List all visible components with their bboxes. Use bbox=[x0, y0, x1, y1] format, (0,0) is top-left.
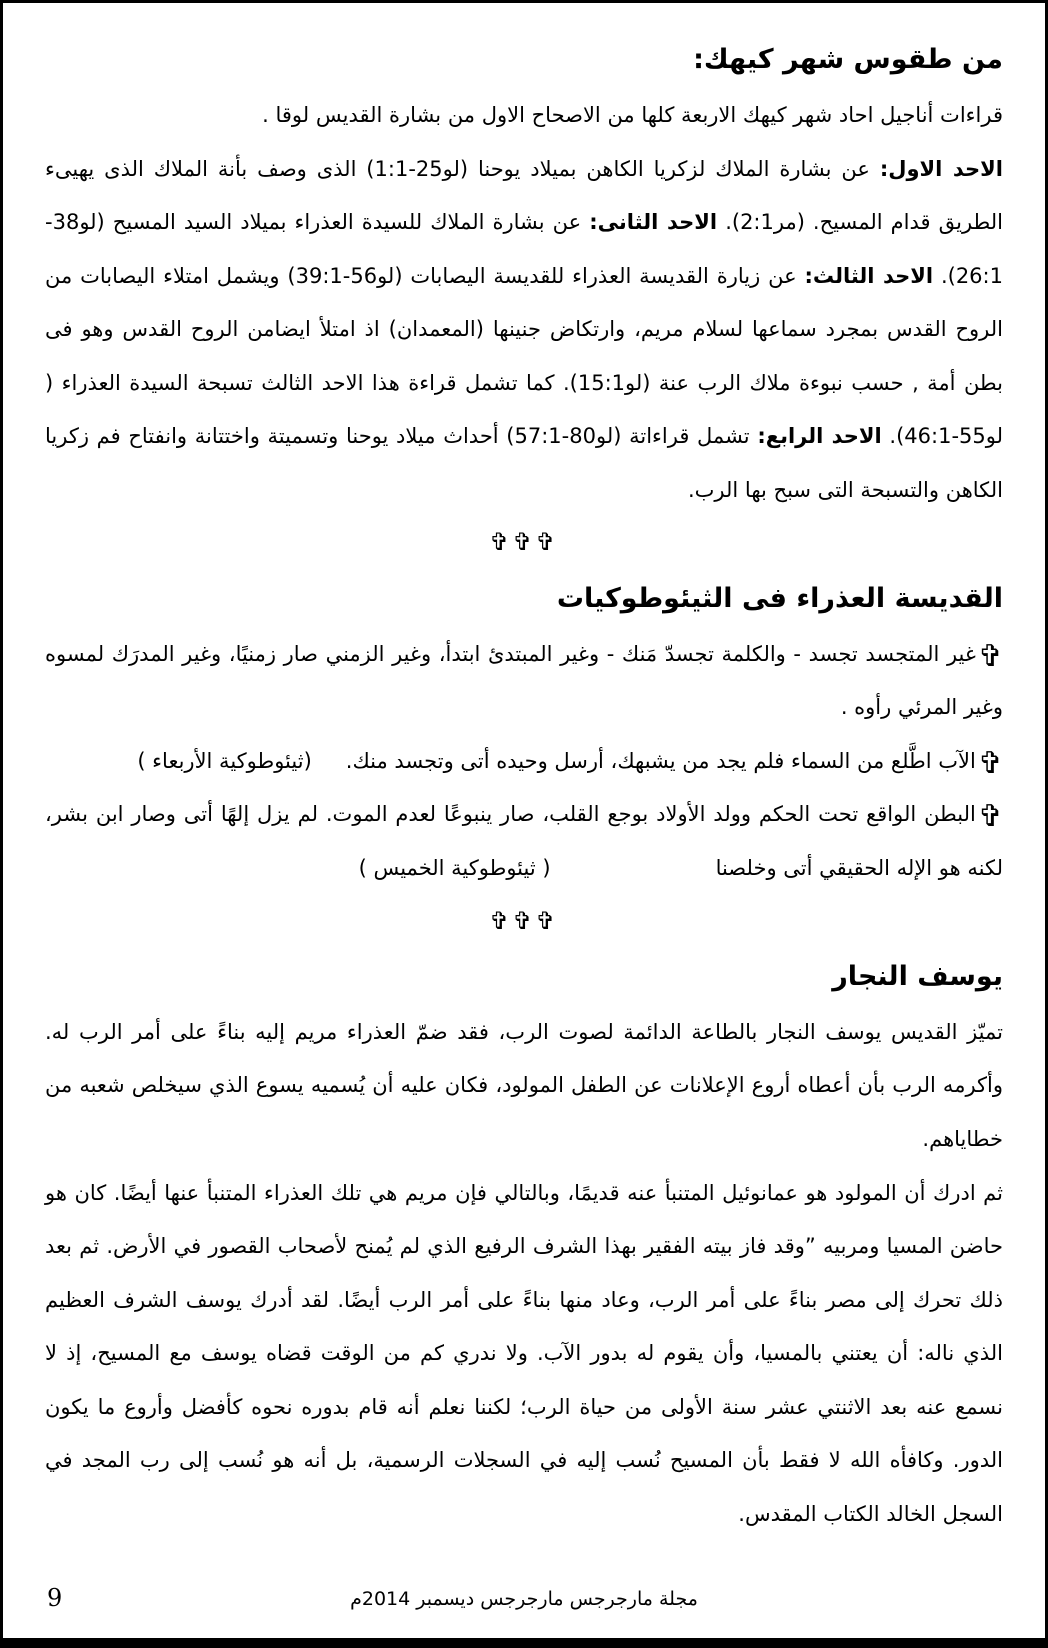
triple-cross-icon: ✞✞✞ bbox=[489, 528, 559, 557]
theotokia-item bbox=[45, 788, 1003, 895]
kiahk-section-title: من طقوس شهر كيهك: bbox=[693, 44, 1003, 75]
triple-cross-icon: ✞✞✞ bbox=[489, 906, 559, 935]
theotokia-attribution: ( ثيئوطوكية الخميس ) bbox=[358, 855, 551, 880]
cross-icon: ✞ bbox=[977, 799, 1003, 835]
sunday-2-label: الاحد الثانى: bbox=[589, 210, 718, 235]
sunday-3-text: عن زيارة القديسة العذراء للقديسة اليصابات (لو56-39:1) ويشمل امتلاء اليصابات من الروح القدس بمجرد سماعها لسلام مريم، وارتكاض جنينها (المعمدان) اذ امتلأ ايضامن الروح القدس وهو فى بطن أمة , حسب نبوءة ملاك الرب عنة (لو15:1). كما تشمل قراءة هذا الاحد الثالث تسبحة السيدة العذراء ( لو55-46:1). bbox=[45, 263, 1004, 449]
kiahk-intro: قراءات أناجيل احاد شهر كيهك الاربعة كلها من الاصحاح الاول من بشارة القديس لوقا . bbox=[262, 103, 1003, 127]
joseph-section-title: يوسف النجار bbox=[832, 960, 1003, 992]
sunday-3-label: الاحد الثالث: bbox=[804, 263, 934, 288]
joseph-paragraph: تميّز القديس يوسف النجار بالطاعة الدائمة لصوت الرب، فقد ضمّ العذراء مريم إليه بناءً على أمر الرب له. وأكرمه الرب بأن أعطاه أروع الإعلانات عن الطفل المولود، فكان عليه أن يُسميه يسوع الذي سيخلص شعبه من خطاياهم. bbox=[45, 1019, 1003, 1151]
sunday-4-label: الاحد الرابع: bbox=[757, 424, 882, 449]
theotokia-item bbox=[45, 735, 1003, 789]
joseph-paragraph: ثم ادرك أن المولود هو عمانوئيل المتنبأ عنه قديمًا، وبالتالي فإن مريم هي تلك العذراء المتنبأ عنها أيضًا. كان هو حاضن المسيا ومربيه ”وقد فاز بيته الفقير بهذا الشرف الرفيع الذي لم يُمنح لأصحاب القصور في الأرض. ثم بعد ذلك تحرك إلى مصر بناءً على أمر الرب، وعاد منها بناءً على أمر الرب أيضًا. لقد أدرك يوسف الشرف العظيم الذي ناله: أن يعتني بالمسيا، وأن يقوم له بدور الآب. ولا ندري كم من الوقت قضاه يوسف مع المسيح، إذ لا نسمع عنه بعد الاثنتي عشر سنة الأولى من حياة الرب؛ لكننا نعلم أنه قام بدوره نحوه كأفضل وأروع ما يكون الدور. وكافأه الله لا فقط بأن المسيح نُسب إليه في السجلات الرسمية، بل أنه هو نُسب إلى رب المجد في السجل الخالد الكتاب المقدس. bbox=[45, 1180, 1003, 1526]
page-number: 9 bbox=[47, 1584, 63, 1612]
cross-icon: ✞ bbox=[977, 638, 1003, 674]
cross-icon: ✞ bbox=[977, 745, 1003, 781]
theotokia-item-text: الآب اطَّلع من السماء فلم يجد من يشبهك، أرسل وحيده أتى وتجسد منك. bbox=[345, 748, 976, 773]
sunday-1-label: الاحد الاول: bbox=[879, 156, 1004, 181]
kiahk-sundays-paragraph bbox=[45, 143, 1003, 518]
theotokia-item-text: غير المتجسد تجسد - والكلمة تجسدّ مَنك - وغير المبتدئ ابتدأ، وغير الزمني صار زمنيًا، وغير المدرَك لمسوه وغير المرئي رأوه . bbox=[45, 641, 1003, 720]
theotokia-item-text: البطن الواقع تحت الحكم وولد الأولاد بوجع القلب، صار ينبوعًا لعدم الموت. لم يزل إلهًا أتى وصار ابن بشر، لكنه هو الإله الحقيقي أتى وخلصنا bbox=[45, 802, 1003, 880]
theotokia-item bbox=[45, 628, 1003, 735]
sunday-2-text: عن بشارة الملاك للسيدة العذراء بميلاد السيد المسيح (لو38-26:1). bbox=[45, 210, 1003, 288]
footer-magazine-title: مجلة مارجرجس مارجرجس ديسمبر 2014م bbox=[350, 1588, 698, 1610]
sunday-1-text: عن بشارة الملاك لزكريا الكاهن بميلاد يوحنا (لو25-1:1) الذى وصف بأنة الملاك الذى يهيىء الطريق قدام المسيح. (مر2:1). bbox=[45, 156, 1004, 235]
sunday-4-text: تشمل قراءاتة (لو80-57:1) أحداث ميلاد يوحنا وتسميتة واختتانة وانفتاح فم زكريا الكاهن والتسبحة التى سبح بها الرب. bbox=[45, 424, 1003, 502]
theotokia-section-title: القديسة العذراء فى الثيئوطوكيات bbox=[556, 582, 1003, 614]
theotokia-attribution: (ثيئوطوكية الأربعاء ) bbox=[137, 748, 312, 773]
